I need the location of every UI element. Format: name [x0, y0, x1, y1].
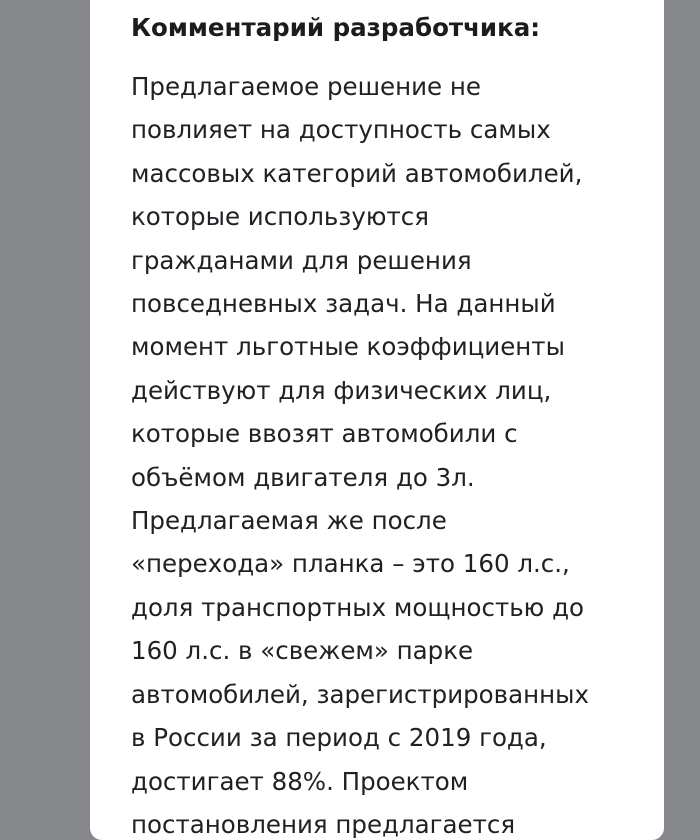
- comment-heading: Комментарий разработчика:: [131, 13, 541, 42]
- comment-body: Предлагаемое решение не повлияет на доступность самых массовых категорий автомобилей, которые используются гражданами для решения повседневных задач. На данный момент льготные коэффициенты действуют для физических лиц, которые ввозят автомобили с объёмом двигателя до 3л. Предлагаемая же после «перехода» планка – это 160 л.с., доля транспортных мощностью до 160 л.с. в «свежем» парке автомобилей, зарегистрированных в России за период с 2019 года, достигает 88%. Проектом постановления предлагается: [131, 72, 589, 839]
- comment-card: [90, 0, 664, 840]
